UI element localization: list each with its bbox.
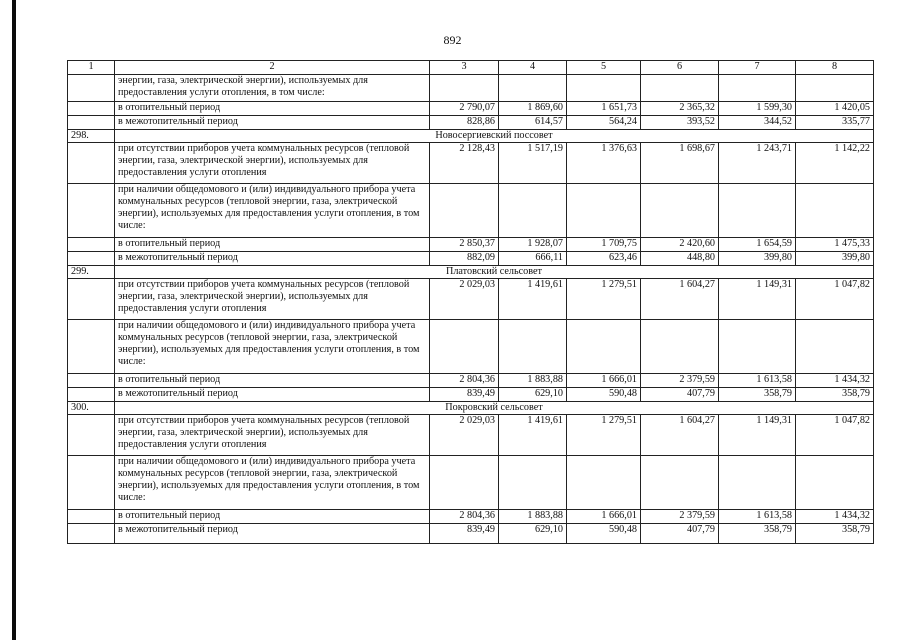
row-description: в отопительный период (115, 374, 430, 388)
value-cell: 614,57 (499, 116, 567, 130)
value-cell (641, 184, 719, 238)
value-cell: 1 434,32 (796, 510, 874, 524)
value-cell: 1 599,30 (719, 102, 796, 116)
column-header: 2 (115, 61, 430, 75)
value-cell: 1 883,88 (499, 374, 567, 388)
header-row (68, 61, 874, 75)
table-row (68, 184, 874, 238)
column-header: 6 (641, 61, 719, 75)
value-cell: 1 654,59 (719, 238, 796, 252)
value-cell (567, 75, 641, 102)
table-row (68, 374, 874, 388)
value-cell: 344,52 (719, 116, 796, 130)
value-cell: 2 379,59 (641, 510, 719, 524)
value-cell (567, 320, 641, 374)
value-cell (796, 320, 874, 374)
value-cell: 1 613,58 (719, 510, 796, 524)
value-cell: 1 709,75 (567, 238, 641, 252)
value-cell (430, 456, 499, 510)
row-description: в отопительный период (115, 102, 430, 116)
value-cell: 666,11 (499, 252, 567, 266)
value-cell: 358,79 (796, 524, 874, 544)
value-cell: 1 149,31 (719, 415, 796, 456)
column-header: 7 (719, 61, 796, 75)
row-description: энергии, газа, электрической энергии), используемых для предоставления услуги отопления, в том числе: (115, 75, 430, 102)
value-cell: 399,80 (796, 252, 874, 266)
value-cell: 358,79 (719, 524, 796, 544)
value-cell (430, 75, 499, 102)
value-cell: 590,48 (567, 524, 641, 544)
value-cell: 1 047,82 (796, 279, 874, 320)
value-cell (719, 456, 796, 510)
column-header: 4 (499, 61, 567, 75)
row-description: в межотопительный период (115, 388, 430, 402)
value-cell: 1 434,32 (796, 374, 874, 388)
row-description: при наличии общедомового и (или) индивидуального прибора учета коммунальных ресурсов (тепловой энергии, газа, электрической энергии), используемых для предоставления услуги отопления, в том числе: (115, 184, 430, 238)
table-row (68, 524, 874, 544)
value-cell: 1 376,63 (567, 143, 641, 184)
row-description: при отсутствии приборов учета коммунальных ресурсов (тепловой энергии, газа, электрической энергии), используемых для предоставления услуги отопления (115, 143, 430, 184)
value-cell: 1 149,31 (719, 279, 796, 320)
value-cell (719, 75, 796, 102)
value-cell: 590,48 (567, 388, 641, 402)
row-description: в отопительный период (115, 238, 430, 252)
value-cell: 828,86 (430, 116, 499, 130)
value-cell: 1 613,58 (719, 374, 796, 388)
value-cell: 1 279,51 (567, 415, 641, 456)
value-cell: 1 517,19 (499, 143, 567, 184)
table-row (68, 510, 874, 524)
row-number (68, 510, 115, 524)
row-number (68, 184, 115, 238)
value-cell (719, 184, 796, 238)
table-row (68, 279, 874, 320)
value-cell: 399,80 (719, 252, 796, 266)
value-cell: 623,46 (567, 252, 641, 266)
value-cell: 839,49 (430, 524, 499, 544)
value-cell: 1 651,73 (567, 102, 641, 116)
table-row (68, 320, 874, 374)
row-number (68, 143, 115, 184)
value-cell (641, 75, 719, 102)
value-cell (499, 184, 567, 238)
row-description: в отопительный период (115, 510, 430, 524)
value-cell: 2 790,07 (430, 102, 499, 116)
value-cell: 882,09 (430, 252, 499, 266)
value-cell (796, 184, 874, 238)
value-cell (567, 184, 641, 238)
value-cell: 1 666,01 (567, 510, 641, 524)
row-description: при наличии общедомового и (или) индивидуального прибора учета коммунальных ресурсов (тепловой энергии, газа, электрической энергии), используемых для предоставления услуги отопления, в том числе: (115, 456, 430, 510)
table-row (68, 388, 874, 402)
table-row (68, 116, 874, 130)
section-row (68, 130, 874, 143)
section-number: 298. (68, 130, 115, 143)
value-cell: 358,79 (719, 388, 796, 402)
value-cell (499, 75, 567, 102)
value-cell: 629,10 (499, 388, 567, 402)
row-description: при отсутствии приборов учета коммунальных ресурсов (тепловой энергии, газа, электрической энергии), используемых для предоставления услуги отопления (115, 415, 430, 456)
table-row (68, 252, 874, 266)
column-header: 3 (430, 61, 499, 75)
section-row (68, 402, 874, 415)
value-cell: 2 029,03 (430, 279, 499, 320)
value-cell: 2 365,32 (641, 102, 719, 116)
value-cell: 564,24 (567, 116, 641, 130)
section-title: Покровский сельсовет (115, 402, 874, 415)
section-title: Платовский сельсовет (115, 266, 874, 279)
value-cell: 2 128,43 (430, 143, 499, 184)
value-cell: 2 379,59 (641, 374, 719, 388)
row-description: при наличии общедомового и (или) индивидуального прибора учета коммунальных ресурсов (тепловой энергии, газа, электрической энергии), используемых для предоставления услуги отопления, в том числе: (115, 320, 430, 374)
value-cell: 2 420,60 (641, 238, 719, 252)
value-cell: 1 142,22 (796, 143, 874, 184)
value-cell: 358,79 (796, 388, 874, 402)
value-cell: 407,79 (641, 388, 719, 402)
table-row (68, 75, 874, 102)
value-cell: 2 029,03 (430, 415, 499, 456)
value-cell (499, 456, 567, 510)
section-title: Новосергиевский поссовет (115, 130, 874, 143)
table-row (68, 456, 874, 510)
row-number (68, 320, 115, 374)
value-cell: 1 243,71 (719, 143, 796, 184)
row-number (68, 238, 115, 252)
row-description: в межотопительный период (115, 116, 430, 130)
value-cell (430, 184, 499, 238)
value-cell (567, 456, 641, 510)
value-cell: 393,52 (641, 116, 719, 130)
value-cell: 1 047,82 (796, 415, 874, 456)
value-cell: 448,80 (641, 252, 719, 266)
value-cell (499, 320, 567, 374)
row-number (68, 252, 115, 266)
row-number (68, 524, 115, 544)
section-number: 299. (68, 266, 115, 279)
value-cell: 2 850,37 (430, 238, 499, 252)
scan-edge-bar (12, 0, 16, 640)
table-row (68, 102, 874, 116)
table-row (68, 238, 874, 252)
table-row (68, 415, 874, 456)
page-number: 892 (443, 33, 462, 47)
value-cell: 629,10 (499, 524, 567, 544)
row-description: при отсутствии приборов учета коммунальных ресурсов (тепловой энергии, газа, электрической энергии), используемых для предоставления услуги отопления (115, 279, 430, 320)
value-cell: 1 475,33 (796, 238, 874, 252)
value-cell: 1 420,05 (796, 102, 874, 116)
row-number (68, 75, 115, 102)
row-number (68, 279, 115, 320)
value-cell: 1 604,27 (641, 279, 719, 320)
row-number (68, 102, 115, 116)
column-header: 8 (796, 61, 874, 75)
value-cell: 2 804,36 (430, 374, 499, 388)
row-description: в межотопительный период (115, 252, 430, 266)
row-number (68, 456, 115, 510)
row-description: в межотопительный период (115, 524, 430, 544)
row-number (68, 415, 115, 456)
value-cell: 839,49 (430, 388, 499, 402)
value-cell (641, 456, 719, 510)
value-cell: 1 279,51 (567, 279, 641, 320)
value-cell: 407,79 (641, 524, 719, 544)
value-cell: 1 928,07 (499, 238, 567, 252)
value-cell (719, 320, 796, 374)
section-row (68, 266, 874, 279)
tariff-table (67, 60, 874, 544)
value-cell: 2 804,36 (430, 510, 499, 524)
value-cell: 1 604,27 (641, 415, 719, 456)
row-number (68, 116, 115, 130)
value-cell (430, 320, 499, 374)
value-cell (641, 320, 719, 374)
value-cell: 335,77 (796, 116, 874, 130)
value-cell: 1 419,61 (499, 415, 567, 456)
value-cell (796, 75, 874, 102)
value-cell (796, 456, 874, 510)
row-number (68, 388, 115, 402)
column-header: 5 (567, 61, 641, 75)
row-number (68, 374, 115, 388)
section-number: 300. (68, 402, 115, 415)
value-cell: 1 698,67 (641, 143, 719, 184)
value-cell: 1 883,88 (499, 510, 567, 524)
column-header: 1 (68, 61, 115, 75)
value-cell: 1 869,60 (499, 102, 567, 116)
table-row (68, 143, 874, 184)
value-cell: 1 666,01 (567, 374, 641, 388)
value-cell: 1 419,61 (499, 279, 567, 320)
